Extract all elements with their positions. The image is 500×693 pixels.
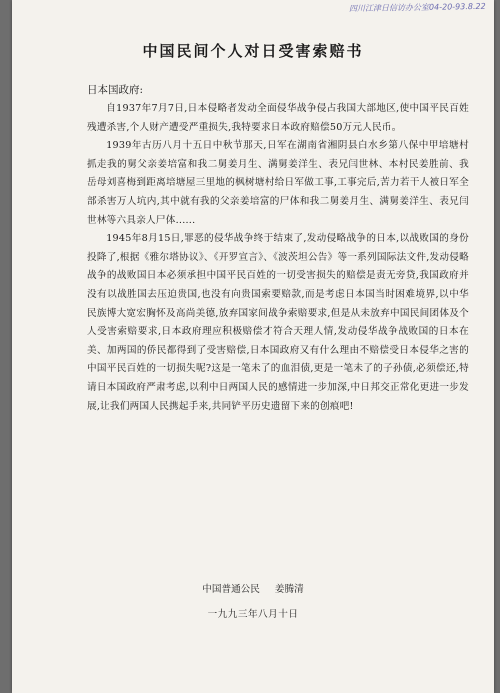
signature-line [12, 581, 494, 595]
handwritten-stamp: 四川江津日信访办公室04-20-93.8.22 [349, 1, 487, 14]
signature-role: 中国普通公民 [202, 584, 260, 595]
paragraph-2: 1939年古历八月十五日中秋节那天,日军在湖南省湘阴县白水乡第八保中甲培塘村抓走我的舅父亲姜培富和我二舅姜月生、满舅姜洋生、表兄闫世林、本村民姜胜前、我岳母刘喜梅到距离培塘屋三里地的枫树塘村给日军做工事,工事完后,苦力若干人被日军全部杀害万人坑内,其中就有我的父亲姜培富的尸体和我二舅姜月生、满舅姜洋生、表兄闫世林等六具亲人尸体...... [87, 140, 469, 226]
paragraph-1: 自1937年7月7日,日本侵略者发动全面侵华战争侵占我国大部地区,使中国平民百姓残遭杀害,个人财产遭受严重损失,我特要求日本政府赔偿50万元人民币。 [87, 103, 469, 133]
letter-body [87, 100, 469, 416]
salutation: 日本国政府: [87, 84, 144, 96]
paragraph-3: 1945年8月15日,罪恶的侵华战争终于结束了,发动侵略战争的日本,以战败国的身份投降了,根据《雅尔塔协议》、《开罗宣言》、《波茨坦公告》等一系列国际法文件,发动侵略战争的战败国日本必须承担中国平民百姓的一切受害损失的赔偿是责无旁贷,我国政府并没有以战胜国去压迫贵国,也没有向贵国索要赔款,而是考虑日本国当时困难境界,以中华民族博大宽宏胸怀及高尚美德,放弃国家间战争索赔要求,但是从未放弃中国民间团体及个人受害索赔要求,日本政府理应积极赔偿才符合天理人情,发动侵华战争战败国的日本在美、加两国的侨民都得到了受害赔偿,日本国政府又有什么理由不赔偿受日本侵华之害的中国平民百姓的一切损失呢?这是一笔未了的血泪债,更是一笔未了的子孙债,必须偿还,特请日本国政府严肃考虑,以利中日两国人民的感情进一步加深,中日邦交正常化更进一步发展,让我们两国人民携起手来,共同铲平历史遗留下来的创痕吧! [87, 233, 469, 412]
letter-date: 一九九三年八月十日 [207, 609, 299, 620]
document-title: 中国民间个人对日受害索赔书 [142, 42, 364, 60]
letter-page [12, 0, 494, 693]
signature-name: 姜腾清 [274, 584, 304, 595]
